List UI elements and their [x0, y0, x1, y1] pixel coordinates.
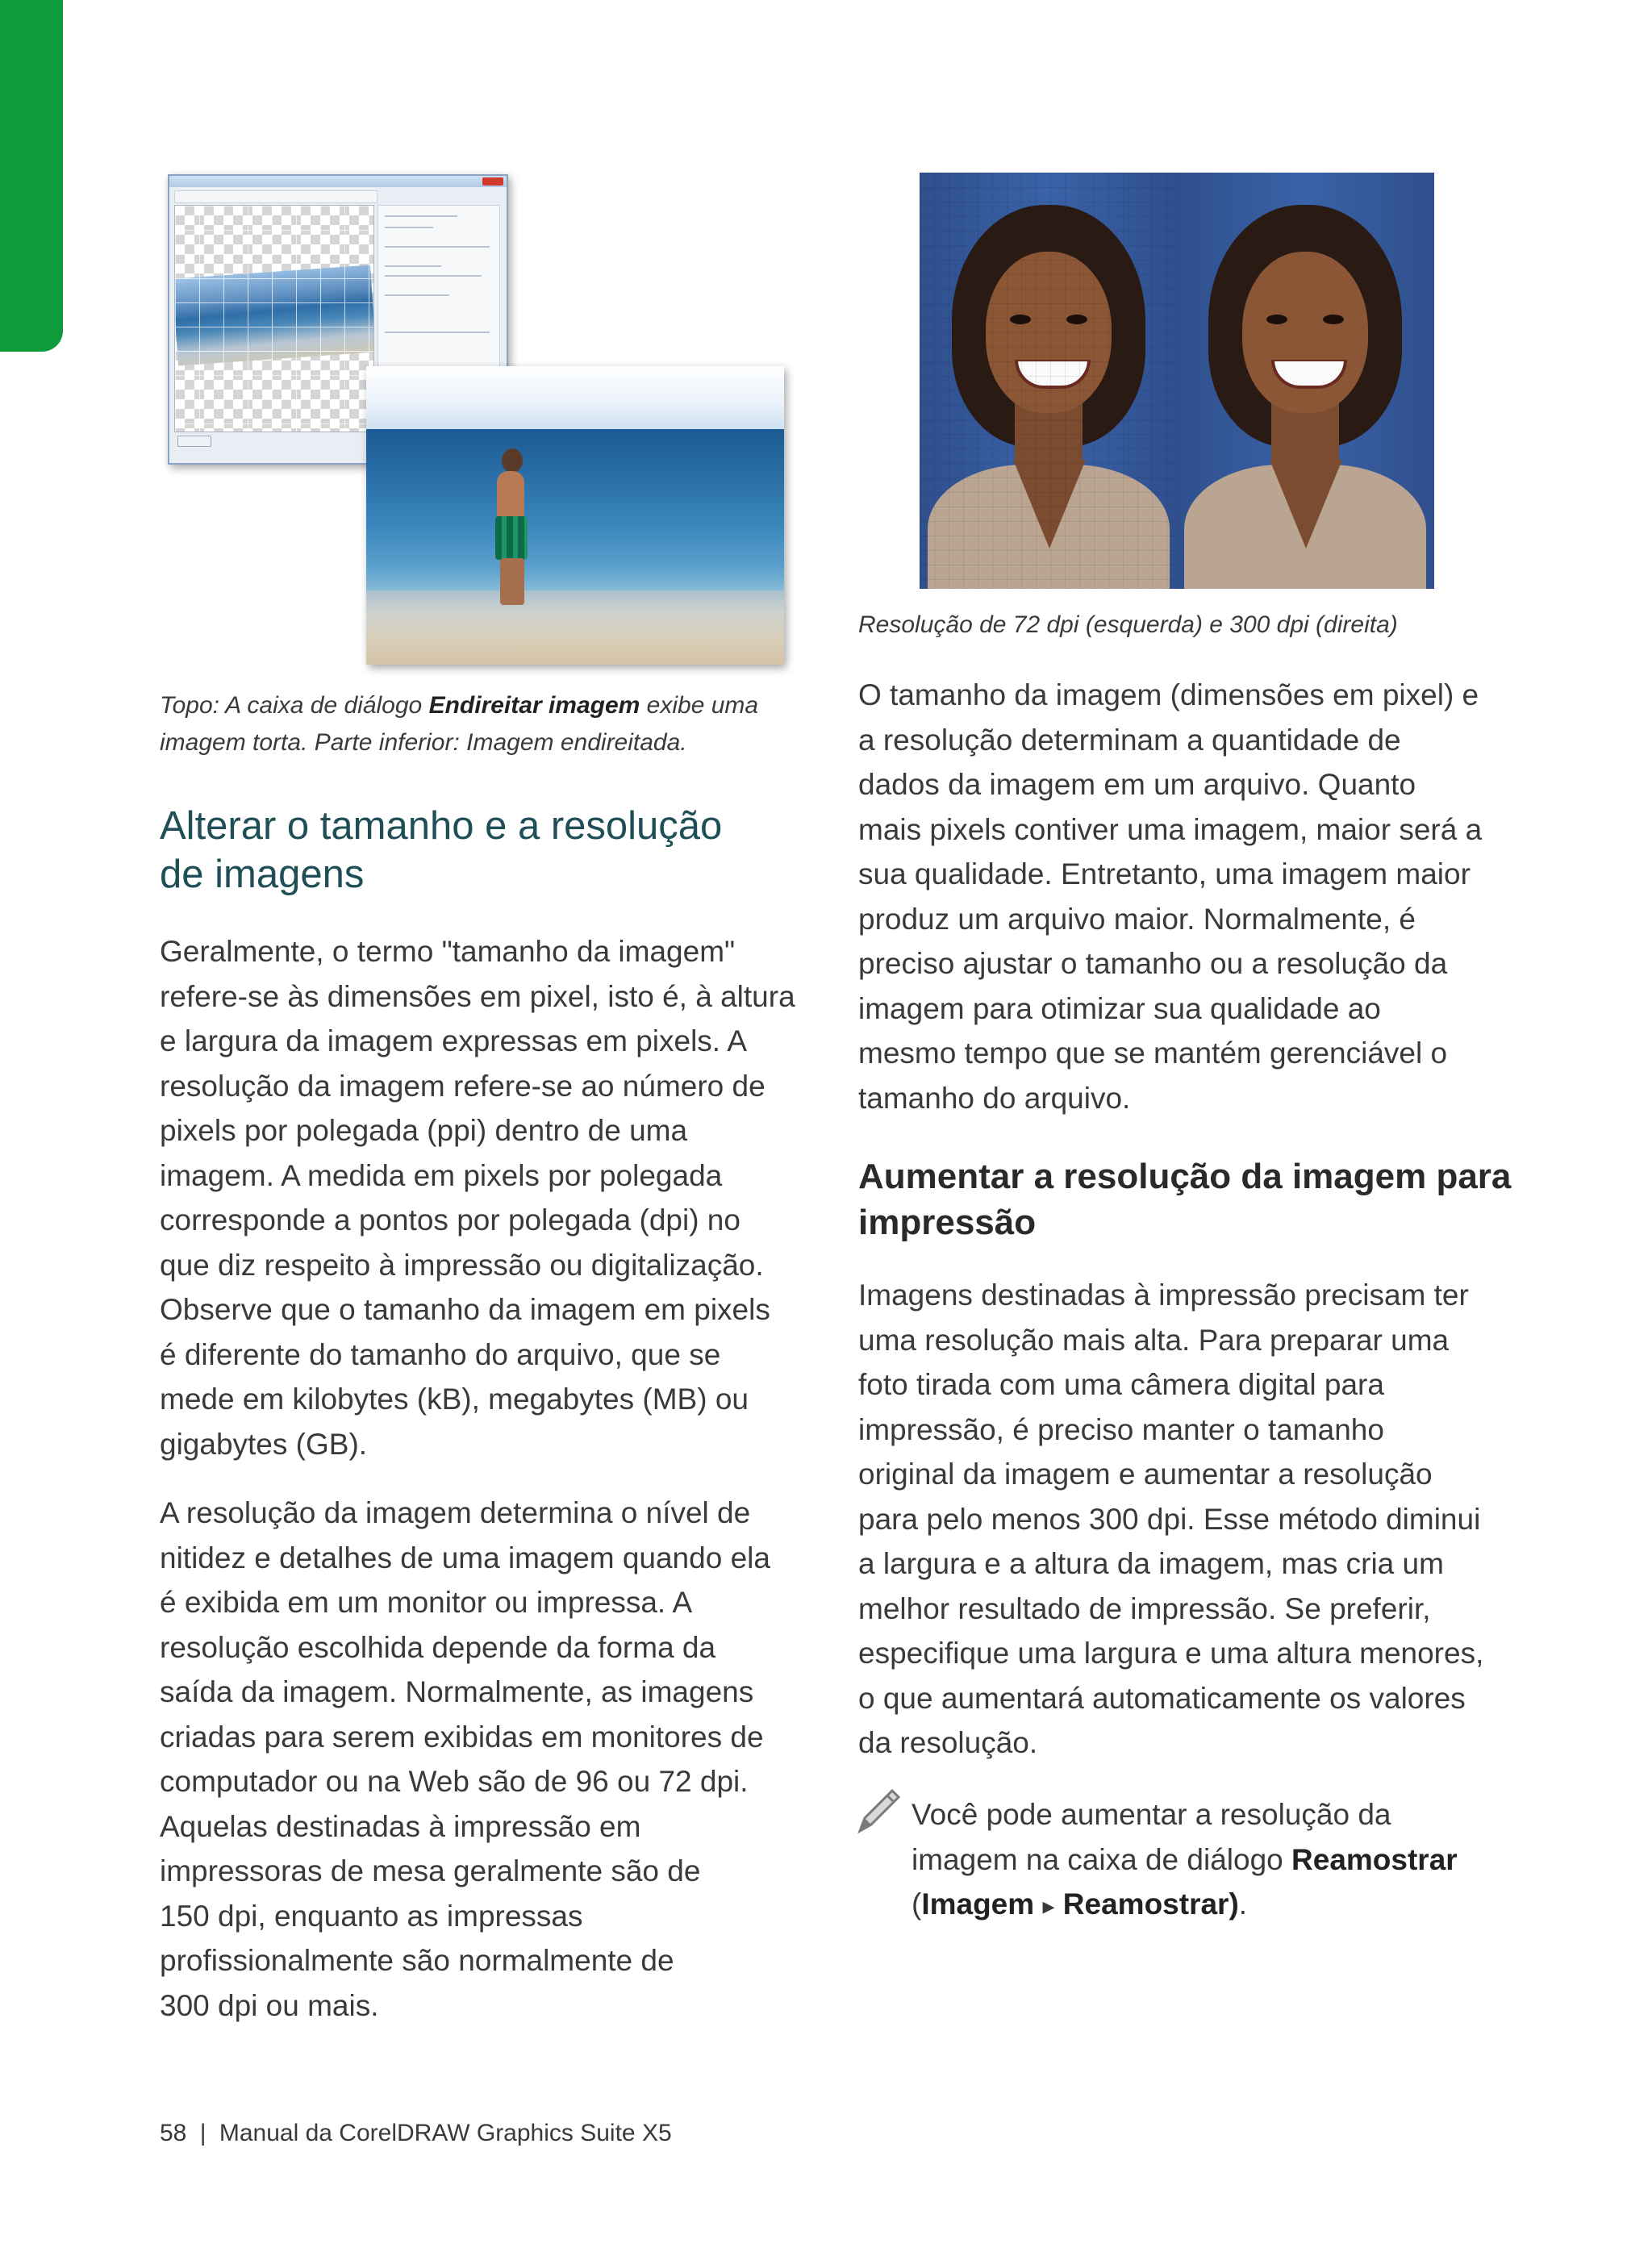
text-line: computador ou na Web são de 96 ou 72 dpi.	[160, 1765, 749, 1798]
text-line: foto tirada com uma câmera digital para	[858, 1368, 1384, 1401]
text-line: refere-se às dimensões em pixel, isto é, à altura	[160, 979, 795, 1013]
note-line: Você pode aumentar a resolução da	[912, 1798, 1391, 1831]
section-paragraph-1	[160, 929, 805, 1466]
dialog-name: Reamostrar	[1291, 1842, 1458, 1876]
text-line: o que aumentará automaticamente os valores	[858, 1681, 1466, 1715]
menu-command: Reamostrar)	[1062, 1887, 1239, 1921]
text-line: para pelo menos 300 dpi. Esse método diminui	[858, 1502, 1481, 1536]
text-line: 150 dpi, enquanto as impressas	[160, 1899, 583, 1933]
text-line: Geralmente, o termo "tamanho da imagem"	[160, 935, 736, 968]
portrait-72dpi	[920, 173, 1178, 589]
text-line: imagem. A medida em pixels por polegada	[160, 1158, 723, 1192]
text-line: resolução escolhida depende da forma da	[160, 1630, 716, 1664]
section-paragraph-2	[160, 1491, 805, 2028]
page-number: 58	[160, 2120, 187, 2146]
footer-separator: |	[199, 2120, 206, 2146]
text-line: O tamanho da imagem (dimensões em pixel) e	[858, 678, 1479, 711]
portrait-300dpi	[1176, 173, 1434, 589]
text-line: a resolução determinam a quantidade de	[858, 723, 1401, 757]
footer-title: Manual da CorelDRAW Graphics Suite X5	[219, 2120, 672, 2146]
text-line: mede em kilobytes (kB), megabytes (MB) ou	[160, 1383, 749, 1416]
text-line: profissionalmente são normalmente de	[160, 1944, 674, 1977]
text-line: preciso ajustar o tamanho ou a resolução da	[858, 947, 1448, 980]
note-text-span: imagem na caixa de diálogo	[912, 1842, 1292, 1876]
text-line: saída da imagem. Normalmente, as imagens	[160, 1675, 754, 1708]
right-paragraph-1	[858, 673, 1584, 1120]
dialog-toolbar	[174, 190, 378, 203]
text-line: nitidez e detalhes de uma imagem quando ela	[160, 1541, 770, 1574]
text-line: 300 dpi ou mais.	[160, 1988, 379, 2022]
subsection-heading	[858, 1153, 1584, 1245]
dialog-reset-button	[177, 436, 211, 447]
left-figure-caption	[160, 687, 789, 761]
text-line: impressoras de mesa geralmente são de	[160, 1854, 701, 1887]
right-figure-caption: Resolução de 72 dpi (esquerda) e 300 dpi (direita)	[858, 611, 1398, 638]
heading-line: impressão	[858, 1203, 1037, 1242]
text-line: mais pixels contiver uma imagem, maior será a	[858, 812, 1483, 846]
heading-line: de imagens	[160, 853, 365, 896]
text-line: a largura e a altura da imagem, mas cria um	[858, 1547, 1444, 1580]
text-line: gigabytes (GB).	[160, 1427, 368, 1461]
text-line: impressão, é preciso manter o tamanho	[858, 1412, 1384, 1446]
note-text-span: (	[912, 1887, 922, 1921]
dialog-preview-canvas	[174, 205, 374, 432]
text-line: criadas para serem exibidas em monitores de	[160, 1720, 764, 1754]
dialog-title-bar	[169, 176, 507, 187]
text-line: e largura da imagem expressas em pixels. A	[160, 1024, 748, 1057]
caption-bold-term: Endireitar imagem	[428, 692, 640, 719]
text-line: produz um arquivo maior. Normalmente, é	[858, 902, 1416, 936]
text-line: é diferente do tamanho do arquivo, que se	[160, 1337, 721, 1371]
straightened-beach-photo	[366, 366, 784, 665]
text-line: corresponde a pontos por polegada (dpi) no	[160, 1203, 740, 1237]
note-line	[912, 1837, 1589, 1883]
text-line: tamanho do arquivo.	[858, 1081, 1131, 1115]
text-line: A resolução da imagem determina o nível de	[160, 1496, 751, 1529]
right-paragraph-2	[858, 1273, 1584, 1766]
section-heading	[160, 802, 821, 899]
text-line: especifique uma largura e uma altura menores,	[858, 1637, 1484, 1670]
note-line	[912, 1882, 1589, 1929]
text-line: que diz respeito à impressão ou digitalização.	[160, 1248, 764, 1282]
text-line: Aquelas destinadas à impressão em	[160, 1809, 641, 1843]
text-line: mesmo tempo que se mantém gerenciável o	[858, 1036, 1448, 1070]
close-icon	[482, 177, 503, 186]
menu-name: Imagem	[921, 1887, 1035, 1921]
note-text-span: .	[1238, 1887, 1248, 1921]
text-line: da resolução.	[858, 1726, 1038, 1759]
text-line: uma resolução mais alta. Para preparar uma	[858, 1323, 1450, 1357]
text-line: imagem para otimizar sua qualidade ao	[858, 991, 1381, 1025]
dialog-options-panel	[378, 205, 500, 373]
chapter-tab	[0, 0, 63, 352]
caption-text: Topo: A caixa de diálogo	[160, 692, 429, 719]
text-line: Imagens destinadas à impressão precisam ter	[858, 1278, 1469, 1312]
pencil-note-icon	[855, 1786, 902, 1836]
page-footer	[160, 2120, 672, 2147]
heading-line: Aumentar a resolução da imagem para	[858, 1157, 1512, 1196]
menu-arrow-icon: ▸	[1042, 1893, 1055, 1920]
text-line: sua qualidade. Entretanto, uma imagem maior	[858, 857, 1471, 890]
note-text	[912, 1792, 1589, 1929]
text-line: original da imagem e aumentar a resolução	[858, 1458, 1433, 1491]
text-line: pixels por polegada (ppi) dentro de uma	[160, 1114, 688, 1147]
text-line: dados da imagem em um arquivo. Quanto	[858, 768, 1416, 801]
grid-overlay	[175, 206, 373, 432]
text-line: melhor resultado de impressão. Se preferir,	[858, 1591, 1431, 1625]
caption-text: exibe uma imagem torta. Parte inferior: Imagem endireitada.	[160, 692, 759, 756]
text-line: é exibida em um monitor ou impressa. A	[160, 1586, 693, 1619]
heading-line: Alterar o tamanho e a resolução	[160, 804, 723, 848]
text-line: Observe que o tamanho da imagem em pixels	[160, 1293, 770, 1326]
text-line: resolução da imagem refere-se ao número de	[160, 1069, 766, 1103]
